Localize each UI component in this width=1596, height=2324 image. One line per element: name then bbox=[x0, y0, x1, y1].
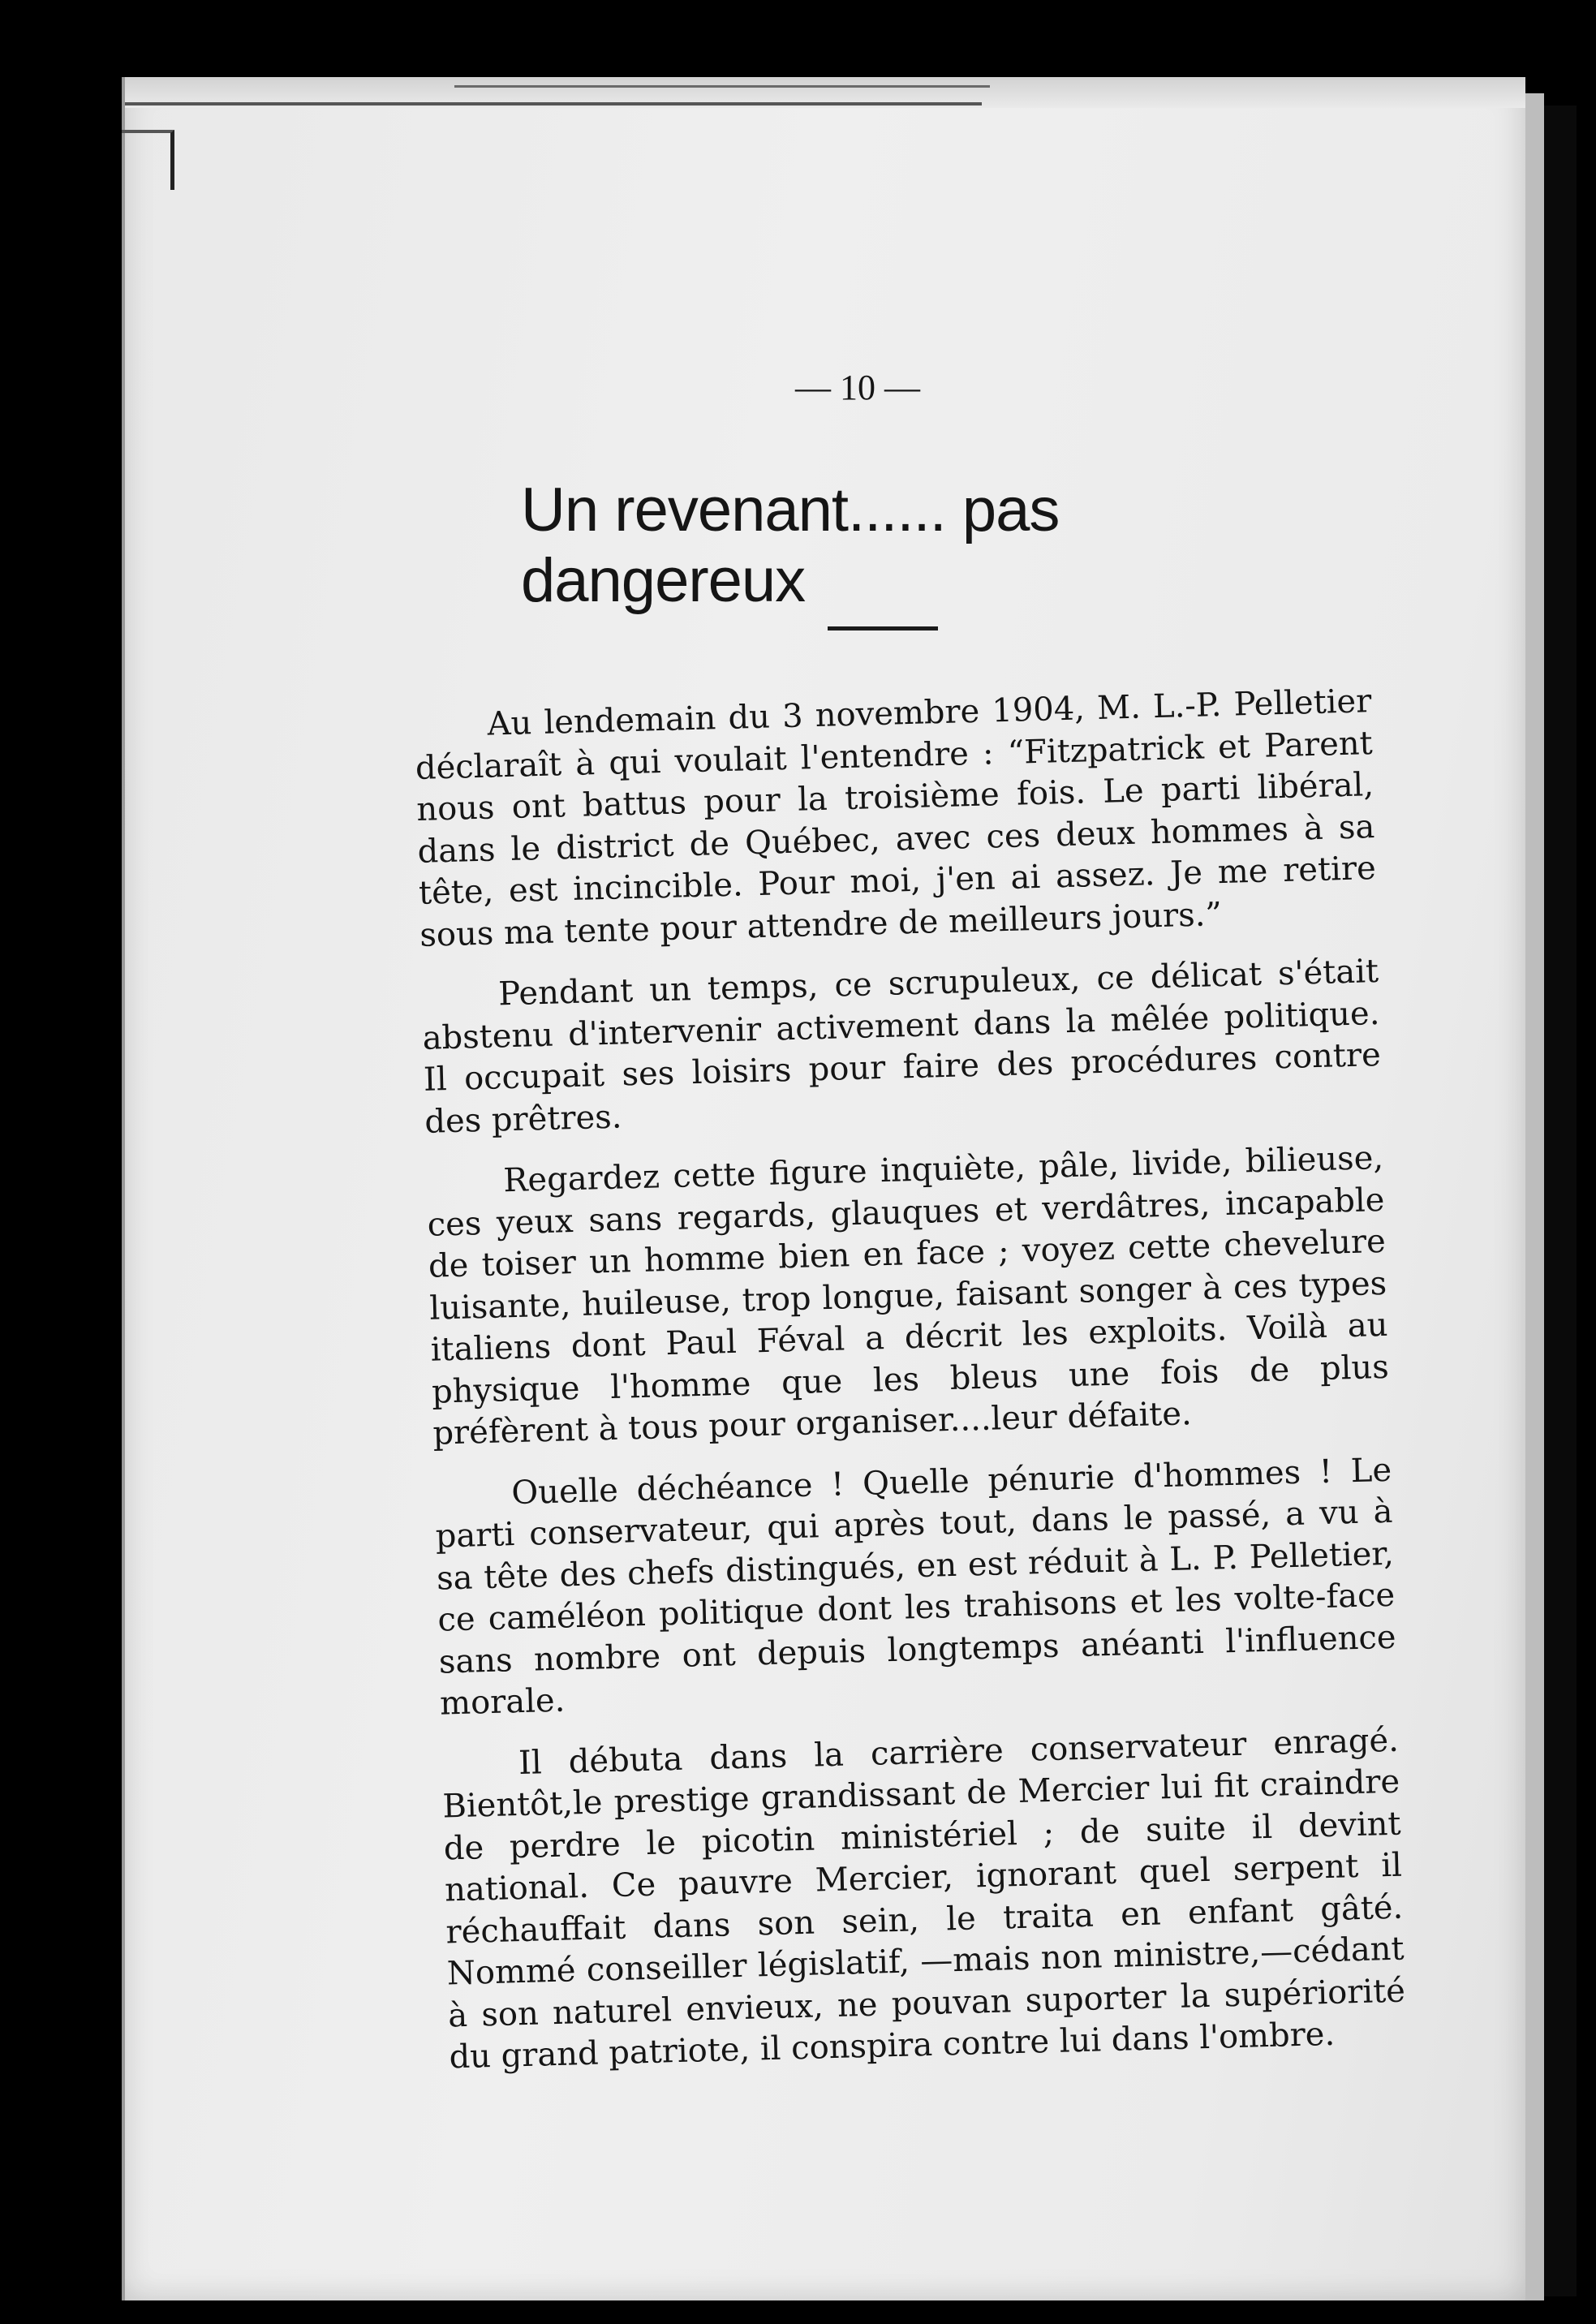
paragraph-2: Pendant un temps, ce scrupuleux, ce délicat s'était abstenu d'intervenir activement dans la mêlée politique. Il occupait ses loisirs pour faire des procédures contre des prêtres. bbox=[422, 952, 1382, 1141]
paragraph-1: Au lendemain du 3 novembre 1904, M. L.-P. Pelletier déclaraît à qui voulait l'entendre : “Fitzpatrick et Parent nous ont battus pour la troisième fois. Le parti libéral, dans le district de Québec, avec ces deux hommes à sa tête, est incincible. Pour moi, j'en ai assez. Je me retire sous ma tente pour attendre de meilleurs jours.” bbox=[415, 682, 1377, 954]
title-rule bbox=[828, 626, 938, 630]
article-title: Un revenant...... pas dangereux bbox=[521, 476, 1060, 615]
top-fold-line bbox=[122, 102, 982, 105]
dark-right-edge bbox=[1544, 105, 1577, 2296]
article-body bbox=[414, 681, 1408, 2098]
paragraph-3: Regardez cette figure inquiète, pâle, livide, bilieuse, ces yeux sans regards, glauques et verdâtres, incapable de toiser un homme bien en face ; voyez cette chevelure luisante, huileuse, trop longue, faisant songer à ces types italiens dont Paul Féval a décrit les exploits. Voilà au physique l'homme que les bleus une fois de plus préfèrent à tous pour organiser....leur défaite. bbox=[427, 1138, 1390, 1452]
left-paper-edge bbox=[122, 77, 125, 2300]
page-number: — 10 — bbox=[795, 368, 920, 407]
top-fold-line-secondary bbox=[454, 85, 990, 88]
corner-fold-mark bbox=[122, 130, 174, 190]
paragraph-4: Ouelle déchéance ! Quelle pénurie d'hommes ! Le parti conservateur, qui après tout, dans le passé, a vu à sa tête des chefs distingués, en est réduit à L. P. Pelletier, ce caméléon politique dont les trahisons et les volte-face sans nombre ont depuis longtemps anéanti l'influence morale. bbox=[435, 1451, 1397, 1723]
paragraph-5: Il débuta dans la carrière conservateur enragé. Bientôt,le prestige grandissant de Mercier lui fit craindre de perdre le picotin ministériel ; de suite il devint national. Ce pauvre Mercier, ignorant quel serpent il réchauffait dans son sein, le traita en enfant gâté. Nommé conseiller législatif, —mais non ministre,—cédant à son naturel envieux, ne pouvan suporter la supériorité du grand patriote, il conspira contre lui dans l'ombre. bbox=[441, 1721, 1406, 2077]
